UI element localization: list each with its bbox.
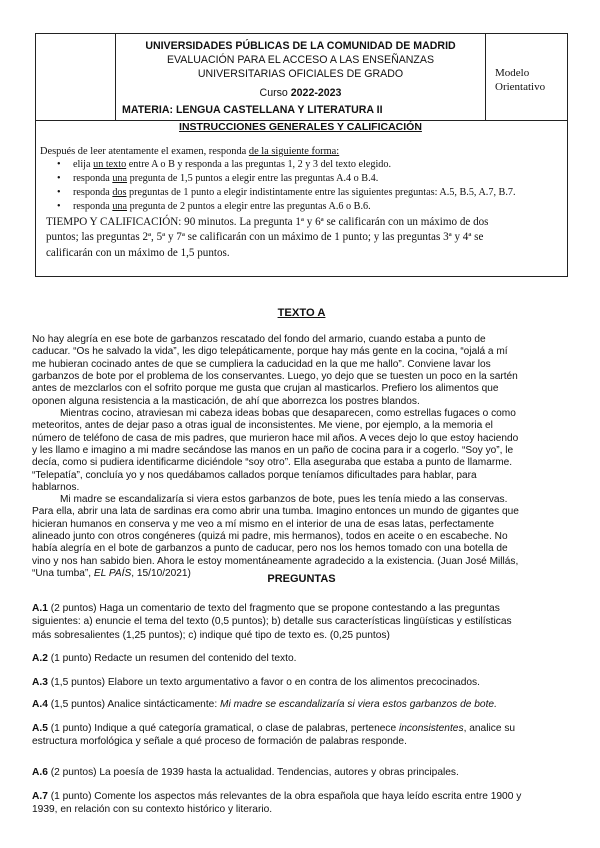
model-label	[495, 66, 565, 94]
paragraph-3	[32, 494, 572, 580]
text-line: caducar. “Os he salvado la vida”, les digo telepáticamente, porque hay más gente en la cocina, “ojalá a mí	[32, 346, 508, 358]
bullet-underlined: una	[112, 173, 128, 184]
question-italic: inconsistentes	[399, 723, 464, 734]
exam-title-line1: EVALUACIÓN PARA EL ACCESO A LAS ENSEÑANZAS	[166, 54, 435, 66]
course-value: 2022-2023	[290, 87, 342, 99]
question-a7	[32, 790, 572, 817]
question-text: (1 punto) Indique a qué categoría gramatical, o clase de palabras, pertenece	[47, 723, 399, 734]
bullet-text: preguntas de 1 punto a elegir indistintamente entre las siguientes preguntas: A.5, B.5, A.7, B.7.	[126, 187, 516, 198]
question-label: A.5	[32, 723, 48, 734]
question-text: (1 punto) Comente los aspectos más relevantes de la obra española que haya leído escrita entre 1900 y	[47, 791, 522, 802]
bullet-underlined: una	[112, 201, 128, 212]
question-label: A.3	[32, 677, 48, 688]
question-a5	[32, 722, 572, 749]
instruction-bullet	[57, 173, 562, 185]
bullet-underlined: dos	[112, 187, 127, 198]
text-line: Mi madre se escandalizaría si viera estos garbanzos de bote, pues les tenía miedo a las conservas.	[60, 494, 508, 505]
question-label: A.7	[32, 791, 48, 802]
tiempo-line: puntos; las preguntas 2ª, 5ª y 7ª se calificarán con un máximo de 1 punto; y las preguntas 3ª y 4ª se	[46, 231, 484, 244]
text-line: hablarnos.	[32, 482, 80, 494]
question-text: (1,5 puntos) Analice sintácticamente:	[47, 699, 221, 710]
exam-title	[116, 54, 485, 81]
text-line: “Telepatía”, concluía yo y nos quedábamos callados porque teníamos dificultades para hablar, para	[32, 469, 477, 481]
instruction-bullet	[57, 159, 562, 171]
bullet-underlined: un texto	[93, 159, 127, 170]
question-text: más sobresalientes (1,25 puntos); c) indique qué tipo de texto es. (0,25 puntos)	[32, 629, 390, 641]
tiempo-line: calificarán con un máximo de 1,5 puntos.	[46, 246, 230, 259]
subject: MATERIA: LENGUA CASTELLANA Y LITERATURA II	[122, 104, 383, 116]
instruction-bullet	[57, 187, 562, 199]
citation-source: EL PAÍS	[93, 568, 132, 580]
text-line: Mientras cocino, atraviesan mi cabeza ideas bobas que desaparecen, como estrellas fugaces o como	[60, 408, 516, 419]
tiempo-calificacion	[46, 215, 562, 261]
question-text: estructura morfológica y señale a qué proceso de formación de palabras responde.	[32, 736, 407, 748]
university-title: UNIVERSIDADES PÚBLICAS DE LA COMUNIDAD DE MADRID	[145, 40, 456, 52]
bullet-text: pregunta de 2 puntos a elegir entre las preguntas A.6 o B.6.	[127, 201, 371, 212]
text-line: Para ella, abrir una lata de sardinas era como abrir una tumba. Imagino entonces un mundo de gigantes que	[32, 506, 519, 518]
bullet-text: responda	[73, 173, 113, 184]
question-a1	[32, 602, 572, 642]
intro-underlined: de la siguiente forma:	[248, 146, 340, 157]
bullet-text: elija	[73, 159, 94, 170]
instructions-title: INSTRUCCIONES GENERALES Y CALIFICACIÓN	[179, 121, 422, 133]
bullet-text: pregunta de 1,5 puntos a elegir entre las preguntas A.4 o B.4.	[127, 173, 379, 184]
intro-text: Después de leer atentamente el examen, responda	[40, 146, 249, 157]
text-line: decía, como si pudiera identificarme diciéndole “soy otro”. Ella aseguraba que estaba a punto de llamarme.	[32, 457, 513, 469]
exam-title-line2: UNIVERSITARIAS OFICIALES DE GRADO	[197, 67, 404, 80]
tiempo-line: TIEMPO Y CALIFICACIÓN: 90 minutos. La pregunta 1ª y 6ª se calificarán con un máximo de dos	[46, 216, 489, 228]
text-line: oponen alguna resistencia a la masticación, de ahí que aborrezca los postres blandos.	[32, 395, 420, 407]
question-italic: Mi madre se escandalizaría si viera estos garbanzos de bote.	[220, 699, 497, 710]
bullet-text: entre A o B y responda a las preguntas 1, 2 y 3 del texto elegido.	[126, 159, 392, 170]
instruction-bullet	[57, 201, 562, 213]
question-label: A.4	[32, 699, 48, 710]
course	[116, 87, 485, 99]
text-line: meteoritos, antes de dejar paso a otras igual de inconsistentes. Me viene, por ejemplo, a la memoria el	[32, 420, 493, 432]
bullet-text: responda	[73, 187, 113, 198]
text-line: antes de mezclarlos con el sofrito porque me gusta que crujan al masticarlos. Prefiero los alimentos que	[32, 383, 499, 395]
paragraph-2	[32, 408, 572, 494]
question-text: (2 puntos) La poesía de 1939 hasta la actualidad. Tendencias, autores y obras principales.	[47, 767, 459, 778]
question-a6	[32, 766, 572, 779]
question-label: A.1	[32, 603, 48, 614]
text-line: había alegría en el bote de garbanzos a punto de caducar, pero nos los hemos tomado con una botella de	[32, 543, 508, 555]
text-line: hicieran humanos en conserva y me veo a mí mismo en el interior de una de esas latas, perfectamente	[32, 518, 495, 530]
bullet-text: responda	[73, 201, 113, 212]
texto-title: TEXTO A	[277, 307, 326, 319]
text-line: No hay alegría en ese bote de garbanzos rescatado del fondo del armario, cuando estaba a punto de	[32, 334, 486, 345]
question-label: A.6	[32, 767, 48, 778]
model-line1: Modelo	[495, 67, 530, 79]
question-text: (1,5 puntos) Elabore un texto argumentativo a favor o en contra de los alimentos precocinados.	[47, 677, 480, 688]
preguntas-title: PREGUNTAS	[267, 573, 336, 585]
question-text: (2 puntos) Haga un comentario de texto del fragmento que se propone contestando a las preguntas	[47, 603, 500, 614]
question-label: A.2	[32, 653, 48, 664]
question-text: 1939, en relación con su contexto histórico y literario.	[32, 804, 273, 816]
question-a4	[32, 698, 572, 711]
text-line: garbanzos de bote por el problema de los conservantes. Luego, yo dejo que se tuesten un poco en la sartén	[32, 371, 518, 383]
instructions-intro	[40, 146, 565, 157]
question-a3	[32, 676, 572, 689]
model-line2: Orientativo	[495, 81, 546, 93]
citation-date: , 15/10/2021)	[131, 568, 191, 580]
paragraph-1	[32, 334, 572, 408]
question-a2	[32, 652, 572, 665]
question-text: siguientes: a) enuncie el tema del texto (0,5 puntos); b) detalle sus características lingüísticas y estilísticas	[32, 616, 512, 628]
text-line: vino y nos han sabido bien. Ahora le estoy momentáneamente agradecido a la existencia. (Juan José Millás,	[32, 555, 519, 567]
text-line: me hubieran cocinado antes de que se cumpliera la caducidad en la que me hallo”. Conviene lavar los	[32, 358, 491, 370]
question-text: (1 punto) Redacte un resumen del contenido del texto.	[47, 653, 297, 664]
text-line: alineado junto con otros congéneres (quizá mi padre, mis hermanos), todos en aceite o en escabeche. No	[32, 531, 508, 543]
course-label: Curso	[259, 87, 288, 99]
header-logo-cell	[35, 33, 116, 121]
text-line: número de teléfono de casa de mis padres, que murieron hace mil años. A veces dejo lo que estoy haciendo	[32, 432, 519, 444]
question-text: , analice su	[463, 723, 516, 734]
text-line: y les llamo e imagino a mi madre secándose las manos en un paño de cocina para ir a cogerlo. “Soy yo”, le	[32, 445, 514, 457]
citation-text: “Una tumba”,	[32, 568, 94, 580]
